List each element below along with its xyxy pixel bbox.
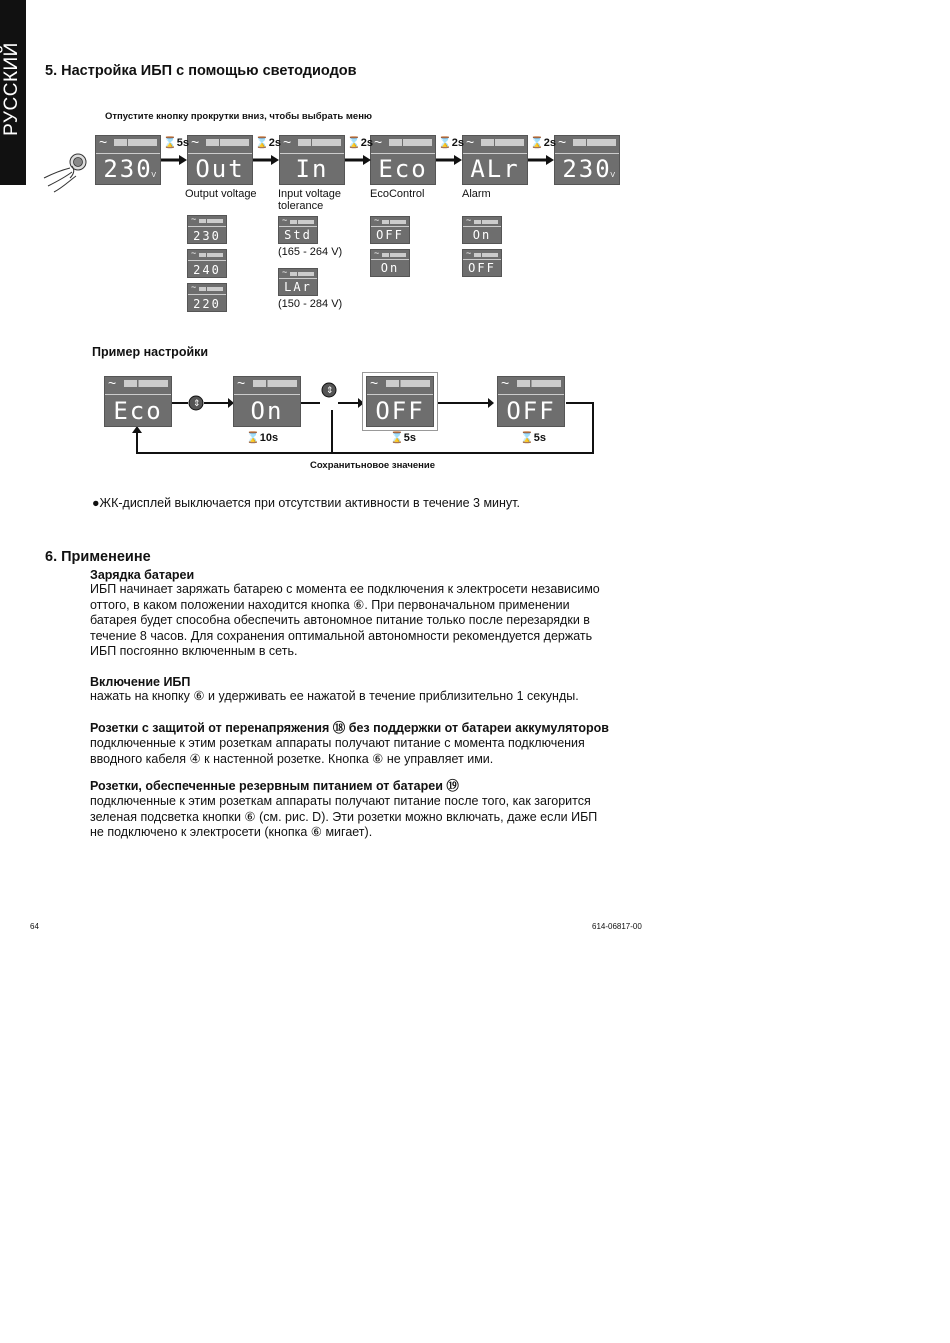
example-timer-2: ⌛5s (390, 432, 416, 444)
ac-wave-icon: ~ (108, 375, 117, 391)
lcd-value: On (463, 226, 501, 244)
example-timer-1: ⌛10s (246, 432, 279, 444)
alarm-option (462, 216, 502, 244)
label-output-voltage: Output voltage (185, 188, 257, 200)
ac-wave-icon: ~ (466, 215, 472, 225)
lcd-value: Out (188, 153, 252, 185)
lcd-value: OFF (367, 394, 433, 427)
load-bar-graph (290, 272, 314, 276)
load-bar-graph (199, 219, 223, 223)
timer-value: 10s (259, 432, 279, 444)
text-line: подключенные к этим розеткам аппараты получают питание после того, как загорится (90, 794, 591, 808)
load-bar-graph (474, 253, 498, 257)
ac-wave-icon: ~ (191, 248, 197, 258)
output-voltage-option (187, 215, 227, 244)
text-line: ИБП начинает заряжать батарею с момента ее подключения к электросети независимо (90, 582, 600, 596)
alarm-option (462, 249, 502, 277)
language-label: РУССКИЙ (1, 42, 22, 136)
menu-display-2 (279, 135, 345, 185)
ac-wave-icon: ~ (283, 134, 292, 150)
ac-wave-icon: ~ (237, 375, 246, 391)
text-line: ИБП посгоянно включенным в сеть. (90, 644, 298, 658)
ac-wave-icon: ~ (501, 375, 510, 391)
lcd-value: In (280, 153, 344, 185)
example-title: Пример настройки (92, 345, 209, 359)
load-bar-graph (481, 139, 524, 146)
ac-wave-icon: ~ (466, 134, 475, 150)
text-line: вводного кабеля ④ к настенной розетке. Кнопка ⑥ не управляет ими. (90, 751, 494, 766)
power-on-block (90, 675, 650, 705)
section6-title: 6. Применеине (45, 549, 151, 565)
text-line: оттого, в каком положении находится кнопка ⑥. При первоначальном применении (90, 597, 570, 612)
save-label: Сохранитьновое значение (310, 460, 436, 471)
lcd-value: OFF (371, 226, 409, 244)
timer-value: 2s (268, 137, 281, 149)
menu-display-4 (462, 135, 528, 185)
label-input-tolerance: Input voltage tolerance (278, 188, 341, 212)
label-alarm: Alarm (462, 188, 491, 200)
label-ecocontrol: EcoControl (370, 188, 425, 200)
ac-wave-icon: ~ (370, 375, 379, 391)
lcd-value: On (371, 259, 409, 277)
lcd-value: 220 (188, 294, 226, 313)
charging-text (90, 582, 650, 660)
text-line: подключенные к этим розеткам аппараты получают питание с момента подключения (90, 736, 585, 750)
load-bar-graph (517, 380, 561, 387)
flow-arrow (345, 153, 371, 165)
input-tolerance-option (278, 216, 318, 244)
charging-block (90, 568, 650, 660)
timer-value: 2s (360, 137, 373, 149)
load-bar-graph (206, 139, 249, 146)
load-bar-graph (114, 139, 157, 146)
ac-wave-icon: ~ (99, 134, 108, 150)
output-voltage-option (187, 283, 227, 312)
ac-wave-icon: ~ (374, 134, 383, 150)
load-bar-graph (290, 220, 314, 224)
battery-outlets-block (90, 776, 660, 841)
flow-arrow (528, 153, 554, 165)
lcd-value: Eco (371, 153, 435, 185)
charging-heading: Зарядка батареи (90, 568, 195, 582)
unit-label: V (610, 172, 615, 179)
timer-value: 2s (543, 137, 556, 149)
ac-wave-icon: ~ (374, 215, 380, 225)
unit-label: V (151, 172, 156, 179)
lcd-value: Std (279, 226, 317, 244)
ac-wave-icon: ~ (466, 248, 472, 258)
load-bar-graph (386, 380, 430, 387)
timer-value: 2s (451, 137, 464, 149)
load-bar-graph (573, 139, 616, 146)
flow-arrow (161, 153, 187, 165)
flow-arrow (436, 153, 462, 165)
timer-label: ⌛2s (530, 137, 556, 149)
battery-outlets-text (90, 794, 660, 841)
menu-display-5 (554, 135, 620, 185)
page-number: 64 (30, 922, 39, 931)
example-display-1 (233, 376, 301, 427)
timer-label: ⌛2s (347, 137, 373, 149)
lcd-value: 230 (555, 153, 619, 185)
text-line: нажать на кнопку ⑥ и удерживать ее нажатой в течение приблизительно 1 секунды. (90, 689, 579, 703)
load-bar-graph (389, 139, 432, 146)
scroll-instruction: Отпустите кнопку прокрутки вниз, чтобы выбрать меню (105, 111, 373, 122)
input-tolerance-option (278, 268, 318, 296)
timer-label: ⌛2s (255, 137, 281, 149)
scroll-button-icon-1: ⇕ (193, 398, 201, 408)
load-bar-graph (298, 139, 341, 146)
load-bar-graph (382, 253, 406, 257)
example-timer-3: ⌛5s (520, 432, 546, 444)
battery-outlets-heading: Розетки, обеспеченные резервным питанием от батареи ⑲ (90, 779, 459, 793)
example-display-3 (497, 376, 565, 427)
doc-code: 614-06817-00 (592, 922, 642, 931)
ac-wave-icon: ~ (282, 267, 288, 277)
lar-range: (150 - 284 V) (278, 298, 343, 310)
ac-wave-icon: ~ (191, 214, 197, 224)
scroll-button-icon-2: ⇕ (326, 385, 334, 395)
text-line: течение 8 часов. Для сохранения оптимальной автономности рекомендуется держать (90, 628, 593, 643)
eco-option (370, 216, 410, 244)
load-bar-graph (199, 287, 223, 291)
flow-arrow (253, 153, 279, 165)
timer-value: 5s (403, 432, 416, 444)
language-side-tab (0, 0, 26, 185)
load-bar-graph (382, 220, 406, 224)
menu-display-0 (95, 135, 161, 185)
text-line: зеленая подсветка кнопки ⑥ (см. рис. D). Эти розетки можно включать, даже если ИБП (90, 809, 598, 824)
surge-outlets-text (90, 736, 660, 767)
section5-title: 5. Настройка ИБП с помощью светодиодов (45, 63, 357, 79)
text-line: не подключено к электросети (кнопка ⑥ мигает). (90, 825, 373, 839)
surge-outlets-heading: Розетки с защитой от перенапряжения ⑱ без поддержки от батареи аккумуляторов (90, 721, 609, 735)
lcd-value: OFF (463, 259, 501, 277)
lcd-value: LAr (279, 278, 317, 296)
lcd-value: 230 (188, 226, 226, 245)
surge-outlets-block (90, 718, 660, 767)
lcd-value: On (234, 394, 300, 427)
lcd-value: Eco (105, 394, 171, 427)
timer-value: 5s (533, 432, 546, 444)
ac-wave-icon: ~ (191, 282, 197, 292)
timer-value: 5s (176, 137, 189, 149)
lcd-value: 240 (188, 260, 226, 279)
power-on-heading: Включение ИБП (90, 675, 191, 689)
timer-label: ⌛5s (163, 137, 189, 149)
example-display-0 (104, 376, 172, 427)
menu-display-1 (187, 135, 253, 185)
text-line: батарея будет способна обеспечить автономное питание только после перезарядки в (90, 613, 590, 627)
ac-wave-icon: ~ (374, 248, 380, 258)
output-voltage-option (187, 249, 227, 278)
hand-press-icon (42, 148, 94, 194)
eco-option (370, 249, 410, 277)
menu-display-3 (370, 135, 436, 185)
ac-wave-icon: ~ (191, 134, 200, 150)
load-bar-graph (253, 380, 297, 387)
ac-wave-icon: ~ (558, 134, 567, 150)
lcd-value: OFF (498, 394, 564, 427)
lcd-off-note: ●ЖК-дисплей выключается при отсутствии активности в течение 3 минут. (92, 496, 520, 510)
lcd-value: 230 (96, 153, 160, 185)
load-bar-graph (124, 380, 168, 387)
load-bar-graph (199, 253, 223, 257)
load-bar-graph (474, 220, 498, 224)
timer-label: ⌛2s (438, 137, 464, 149)
lcd-value: ALr (463, 153, 527, 185)
ac-wave-icon: ~ (282, 215, 288, 225)
std-range: (165 - 264 V) (278, 246, 343, 258)
example-display-2 (366, 376, 434, 427)
